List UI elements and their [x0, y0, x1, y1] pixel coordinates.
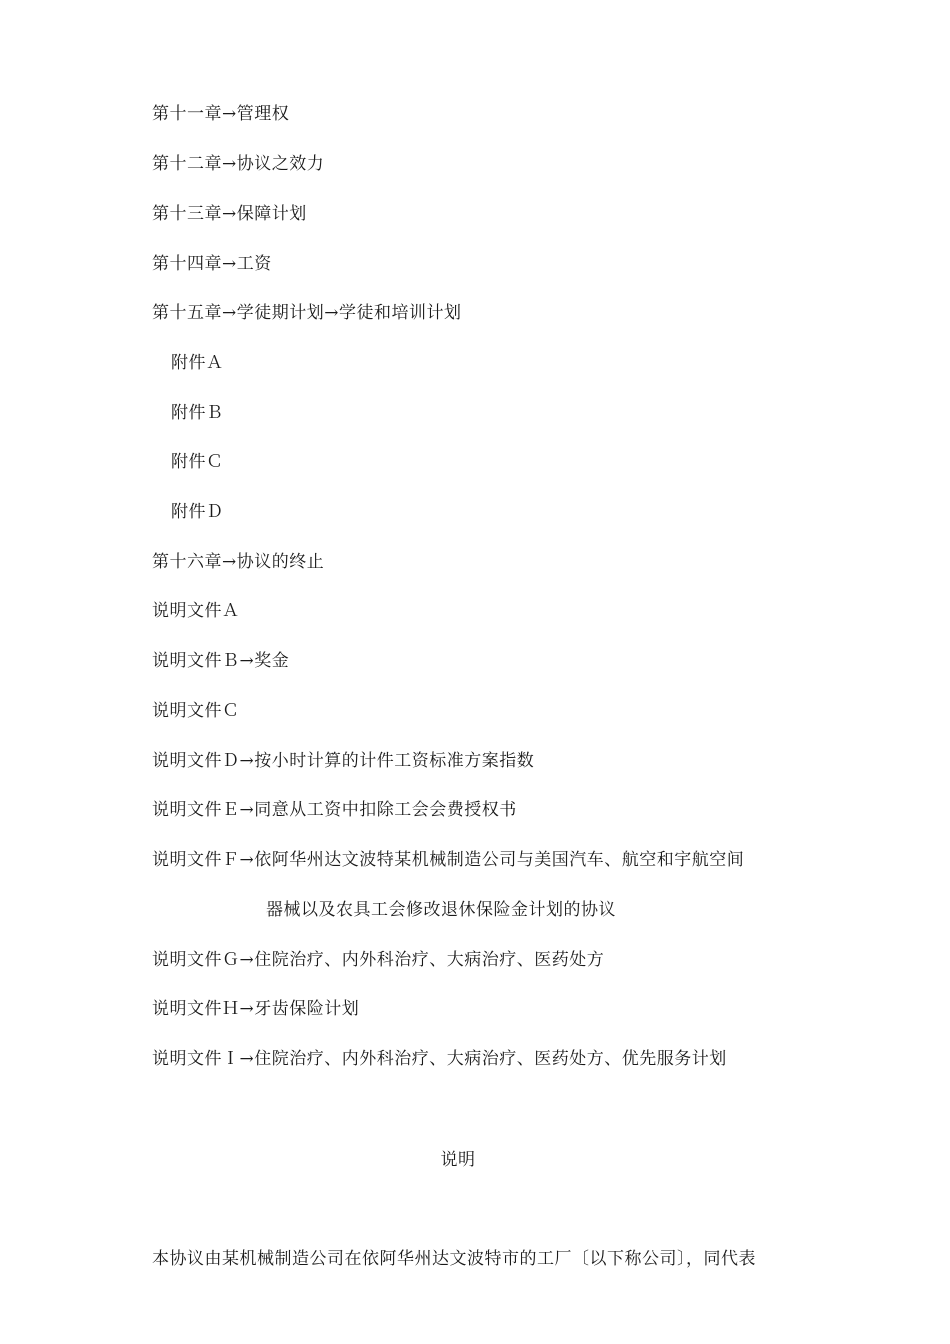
toc-entry-attachment-c: 附件Ｃ: [171, 452, 224, 472]
toc-entry-chapter-13: 第十三章→保障计划: [152, 204, 307, 224]
toc-entry-chapter-15: 第十五章→学徒期计划→学徒和培训计划: [152, 303, 462, 323]
section-heading: 说明: [440, 1150, 476, 1170]
toc-entry-chapter-11: 第十一章→管理权: [152, 104, 290, 124]
toc-entry-attachment-b: 附件Ｂ: [171, 403, 224, 423]
toc-entry-attachment-d: 附件Ｄ: [171, 502, 224, 522]
toc-entry-exhibit-i: 说明文件Ｉ→住院治疗、内外科治疗、大病治疗、医药处方、优先服务计划: [152, 1049, 727, 1069]
toc-entry-exhibit-e: 说明文件Ｅ→同意从工资中扣除工会会费授权书: [152, 800, 517, 820]
body-paragraph: 本协议由某机械制造公司在依阿华州达文波特市的工厂〔以下称公司〕，同代表: [152, 1249, 756, 1269]
toc-entry-exhibit-c: 说明文件Ｃ: [152, 701, 240, 721]
toc-entry-exhibit-f-continued: 器械以及农具工会修改退休保险金计划的协议: [266, 900, 616, 920]
toc-entry-chapter-12: 第十二章→协议之效力: [152, 154, 325, 174]
toc-entry-attachment-a: 附件Ａ: [171, 353, 224, 373]
toc-entry-exhibit-b: 说明文件Ｂ→奖金: [152, 651, 290, 671]
toc-entry-exhibit-a: 说明文件Ａ: [152, 601, 240, 621]
toc-entry-chapter-14: 第十四章→工资: [152, 254, 272, 274]
toc-entry-chapter-16: 第十六章→协议的终止: [152, 552, 325, 572]
toc-entry-exhibit-h: 说明文件Ｈ→牙齿保险计划: [152, 999, 360, 1019]
toc-entry-exhibit-d: 说明文件Ｄ→按小时计算的计件工资标准方案指数: [152, 751, 535, 771]
toc-entry-exhibit-f: 说明文件Ｆ→依阿华州达文波特某机械制造公司与美国汽车、航空和宇航空间: [152, 850, 745, 870]
toc-entry-exhibit-g: 说明文件Ｇ→住院治疗、内外科治疗、大病治疗、医药处方: [152, 950, 605, 970]
